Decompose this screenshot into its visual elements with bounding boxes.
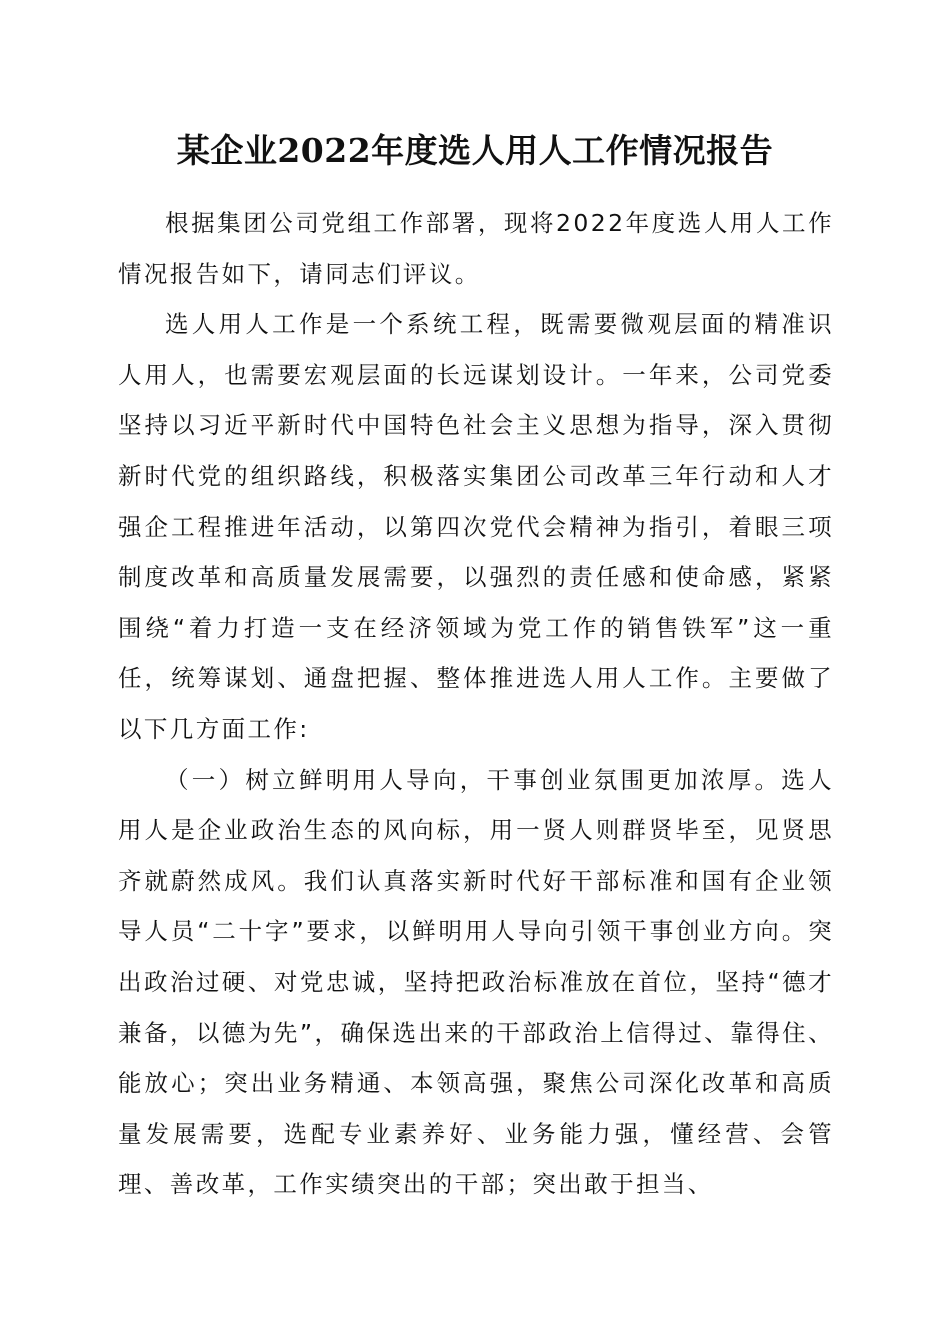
document-title: 某企业2022年度选人用人工作情况报告	[176, 131, 774, 170]
paragraph-overview: 选人用人工作是一个系统工程，既需要微观层面的精准识人用人，也需要宏观层面的长远谋划设计。一年来，公司党委坚持以习近平新时代中国特色社会主义思想为指导，深入贯彻新时代党的组织路线，积极落实集团公司改革三年行动和人才强企工程推进年活动，以第四次党代会精神为指引，着眼三项制度改革和高质量发展需要，以强烈的责任感和使命感，紧紧围绕“着力打造一支在经济领域为党工作的销售铁军”这一重任，统筹谋划、通盘把握、整体推进选人用人工作。主要做了以下几方面工作:	[118, 310, 834, 743]
paragraph-intro: 根据集团公司党组工作部署，现将2022年度选人用人工作情况报告如下，请同志们评议。	[118, 209, 834, 288]
paragraph-section-one: （一）树立鲜明用人导向，干事创业氛围更加浓厚。选人用人是企业政治生态的风向标，用一贤人则群贤毕至，见贤思齐就蔚然成风。我们认真落实新时代好干部标准和国有企业领导人员“二十字”要求，以鲜明用人导向引领干事创业方向。突出政治过硬、对党忠诚，坚持把政治标准放在首位，坚持“德才兼备，以德为先”，确保选出来的干部政治上信得过、靠得住、能放心；突出业务精通、本领高强，聚焦公司深化改革和高质量发展需要，选配专业素养好、业务能力强，懂经营、会管理、善改革，工作实绩突出的干部；突出敢于担当、	[118, 765, 834, 1199]
document-body	[118, 198, 834, 1210]
